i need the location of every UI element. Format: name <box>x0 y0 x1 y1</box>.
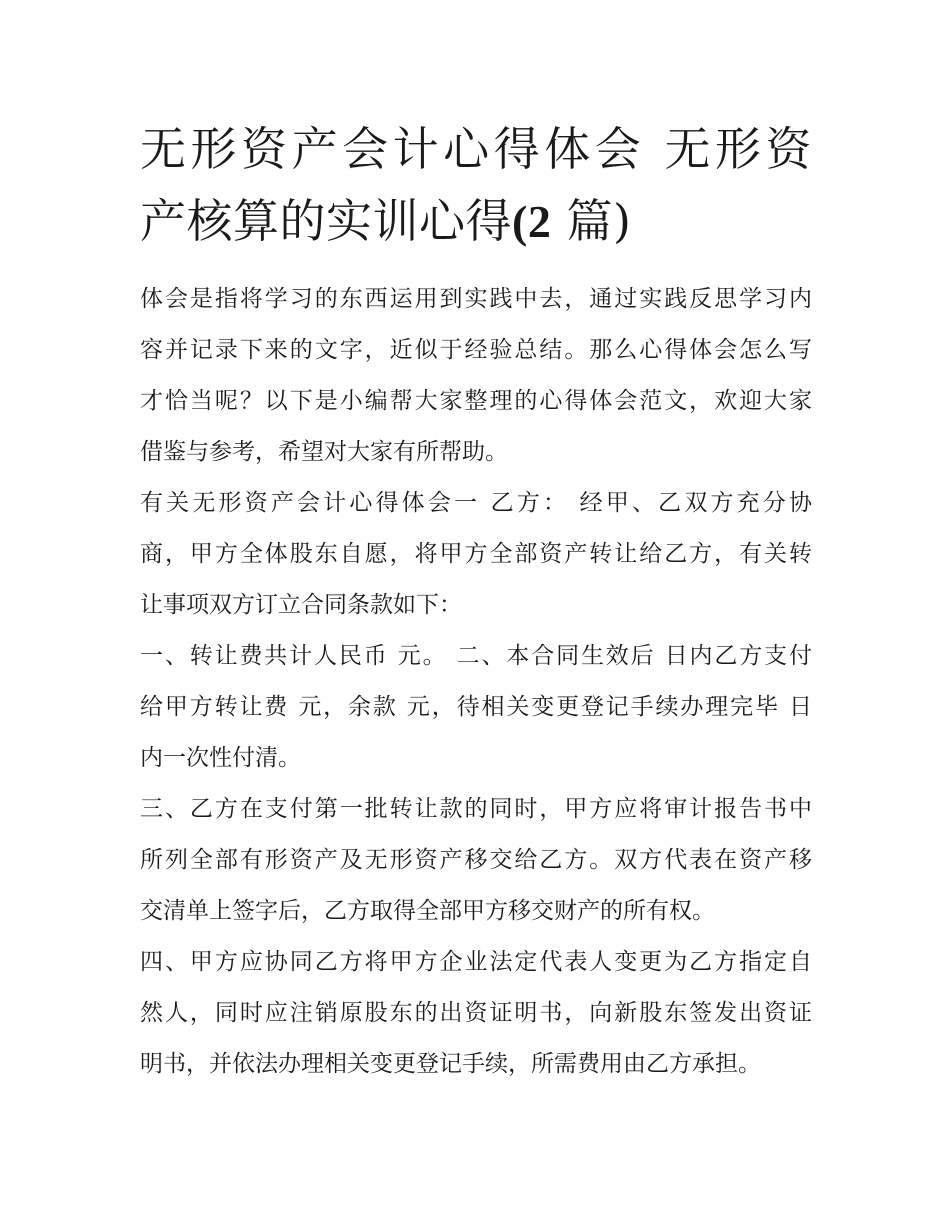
paragraph-line: 借鉴与参考，希望对大家有所帮助。 <box>140 439 508 465</box>
paragraph-line: 内一次性付清。 <box>140 745 301 771</box>
title-line-2-text: 产核算的实训心得 <box>140 194 512 248</box>
paragraph-line: 才恰当呢？以下是小编帮大家整理的心得体会范文，欢迎大家 <box>140 388 812 414</box>
title-paren-close: 篇) <box>551 194 632 248</box>
document-body <box>140 274 812 1090</box>
title-count: 2 <box>527 196 552 247</box>
paragraph-line: 给甲方转让费 元，余款 元，待相关变更登记手续办理完毕 日 <box>140 694 812 720</box>
paragraph-line: 然人，同时应注销原股东的出资证明书，向新股东签发出资证 <box>140 1000 812 1026</box>
document-page <box>140 0 812 1090</box>
paragraph-clause-4 <box>140 937 812 1090</box>
paragraph-intro <box>140 274 812 478</box>
paragraph-line: 四、甲方应协同乙方将甲方企业法定代表人变更为乙方指定自 <box>140 949 812 975</box>
paragraph-line: 有关无形资产会计心得体会一 乙方： 经甲、乙双方充分协 <box>140 490 812 516</box>
paragraph-line: 一、转让费共计人民币 元。 二、本合同生效后 日内乙方支付 <box>140 643 812 669</box>
paragraph-line: 明书，并依法办理相关变更登记手续，所需费用由乙方承担。 <box>140 1051 761 1077</box>
paragraph-line: 容并记录下来的文字，近似于经验总结。那么心得体会怎么写 <box>140 337 812 363</box>
paragraph-line: 三、乙方在支付第一批转让款的同时，甲方应将审计报告书中 <box>140 796 812 822</box>
paragraph-line: 所列全部有形资产及无形资产移交给乙方。双方代表在资产移 <box>140 847 812 873</box>
paragraph-clause-1-2 <box>140 631 812 784</box>
title-line-2 <box>140 185 812 258</box>
paragraph-line: 交清单上签字后，乙方取得全部甲方移交财产的所有权。 <box>140 898 715 924</box>
paragraph-contract-intro <box>140 478 812 631</box>
title-paren-open: ( <box>512 196 528 247</box>
paragraph-line: 让事项双方订立合同条款如下： <box>140 592 462 618</box>
document-title <box>140 113 812 258</box>
paragraph-clause-3 <box>140 784 812 937</box>
title-line-1: 无形资产会计心得体会 无形资 <box>140 122 812 176</box>
paragraph-line: 体会是指将学习的东西运用到实践中去，通过实践反思学习内 <box>140 286 812 312</box>
paragraph-line: 商，甲方全体股东自愿，将甲方全部资产转让给乙方，有关转 <box>140 541 812 567</box>
